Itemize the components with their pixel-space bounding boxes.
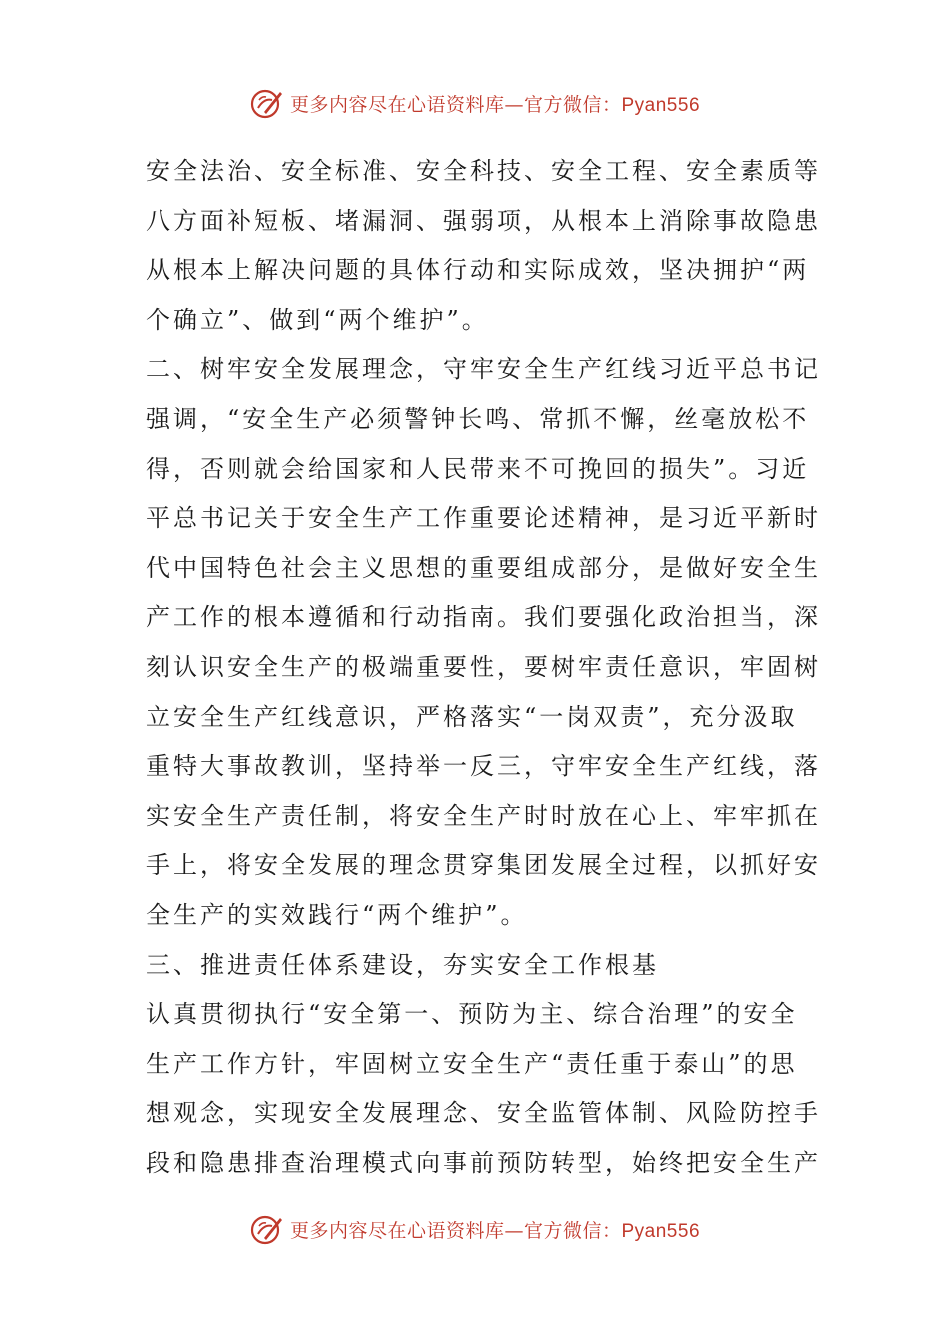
text-line: 手上，将安全发展的理念贯穿集团发展全过程，以抓好安 <box>146 851 821 880</box>
text-line: 认真贯彻执行“安全第一、预防为主、综合治理”的安全 <box>146 1000 798 1029</box>
pen-logo-icon <box>250 1212 284 1246</box>
text-line: 段和隐患排查治理模式向事前预防转型，始终把安全生产 <box>146 1148 821 1177</box>
document-body <box>146 147 821 1188</box>
text-line: 强调，“安全生产必须警钟长鸣、常抓不懈，丝毫放松不 <box>146 404 810 433</box>
text-line: 立安全生产红线意识，严格落实“一岗双责”，充分汲取 <box>146 702 798 731</box>
text-line: 个确立”、做到“两个维护”。 <box>146 305 489 334</box>
text-line: 全生产的实效践行“两个维护”。 <box>146 900 528 929</box>
text-line: 刻认识安全生产的极端重要性，要树牢责任意识，牢固树 <box>146 652 821 681</box>
text-line: 重特大事故教训，坚持举一反三，守牢安全生产红线，落 <box>146 752 821 781</box>
text-line: 安全法治、安全标准、安全科技、安全工程、安全素质等 <box>146 157 821 185</box>
watermark-header <box>0 86 950 120</box>
text-line: 八方面补短板、堵漏洞、强弱项，从根本上消除事故隐患 <box>146 206 821 235</box>
text-line: 实安全生产责任制，将安全生产时时放在心上、牢牢抓在 <box>146 801 821 830</box>
text-line: 平总书记关于安全生产工作重要论述精神，是习近平新时 <box>146 504 821 533</box>
text-line: 代中国特色社会主义思想的重要组成部分，是做好安全生 <box>146 553 821 582</box>
watermark-handle: Pyan556 <box>621 94 701 116</box>
watermark-text: 更多内容尽在心语资料库—官方微信：Pyan556 <box>289 93 701 116</box>
text-line: 得，否则就会给国家和人民带来不可挽回的损失”。习近 <box>146 454 810 483</box>
text-line: 从根本上解决问题的具体行动和实际成效，坚决拥护“两 <box>146 256 810 285</box>
watermark-text: 更多内容尽在心语资料库—官方微信：Pyan556 <box>289 1219 701 1242</box>
text-line: 产工作的根本遵循和行动指南。我们要强化政治担当，深 <box>146 603 821 632</box>
watermark-handle: Pyan556 <box>621 1220 701 1242</box>
text-line: 生产工作方针，牢固树立安全生产“责任重于泰山”的思 <box>146 1049 798 1078</box>
watermark-footer <box>0 1212 950 1246</box>
section-heading-3: 三、推进责任体系建设，夯实安全工作根基 <box>146 950 659 979</box>
pen-logo-icon <box>250 86 284 120</box>
section-heading-2: 二、树牢安全发展理念，守牢安全生产红线习近平总书记 <box>146 355 821 384</box>
text-line: 想观念，实现安全发展理念、安全监管体制、风险防控手 <box>146 1099 821 1128</box>
